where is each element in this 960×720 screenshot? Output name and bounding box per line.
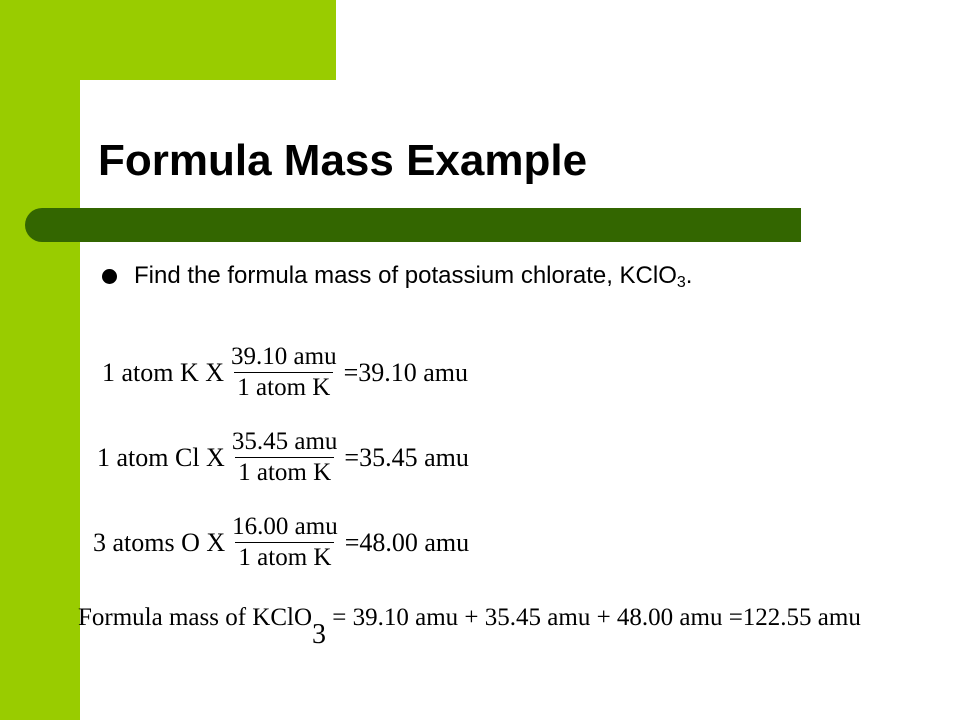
title-underline-bar: [25, 208, 801, 242]
total-rhs: = 39.10 amu + 35.45 amu + 48.00 amu =122.55 amu: [326, 604, 861, 631]
equation-lhs: 1 atom K X: [102, 357, 225, 387]
equation-result: 48.00 amu: [359, 527, 470, 557]
equals-sign: =: [344, 527, 360, 557]
bullet-subscript: 3: [676, 274, 686, 291]
equals-sign: =: [344, 442, 360, 472]
top-accent-block: [80, 0, 336, 80]
equation-chlorine: [97, 427, 469, 488]
fraction-numerator: 39.10 amu: [231, 343, 337, 370]
bullet-period: .: [685, 262, 693, 289]
fraction-numerator: 16.00 amu: [232, 513, 338, 540]
total-subscript: 3: [312, 619, 327, 650]
equation-potassium: [102, 342, 468, 403]
equation-lhs: 3 atoms O X: [93, 527, 226, 557]
bullet-text: [134, 258, 692, 294]
conversion-fraction: [229, 512, 341, 573]
equals-sign: =: [343, 357, 359, 387]
conversion-fraction: [228, 342, 340, 403]
total-lhs: Formula mass of KClO: [78, 604, 313, 631]
fraction-denominator: 1 atom K: [234, 372, 333, 403]
equation-result: 35.45 amu: [359, 442, 469, 472]
equation-lhs: 1 atom Cl X: [97, 442, 225, 472]
content-corner: [80, 80, 140, 140]
equation-oxygen: [93, 512, 469, 573]
fraction-denominator: 1 atom K: [235, 457, 334, 488]
fraction-numerator: 35.45 amu: [231, 428, 338, 455]
slide-title: Formula Mass Example: [98, 136, 588, 185]
left-accent-bar: [0, 0, 80, 720]
conversion-fraction: [229, 427, 341, 488]
fraction-denominator: 1 atom K: [235, 542, 334, 573]
formula-mass-total: [78, 597, 953, 650]
equation-result: 39.10 amu: [358, 357, 469, 387]
bullet-main-text: Find the formula mass of potassium chlorate, KClO: [134, 262, 677, 289]
bullet-icon: [102, 269, 117, 284]
